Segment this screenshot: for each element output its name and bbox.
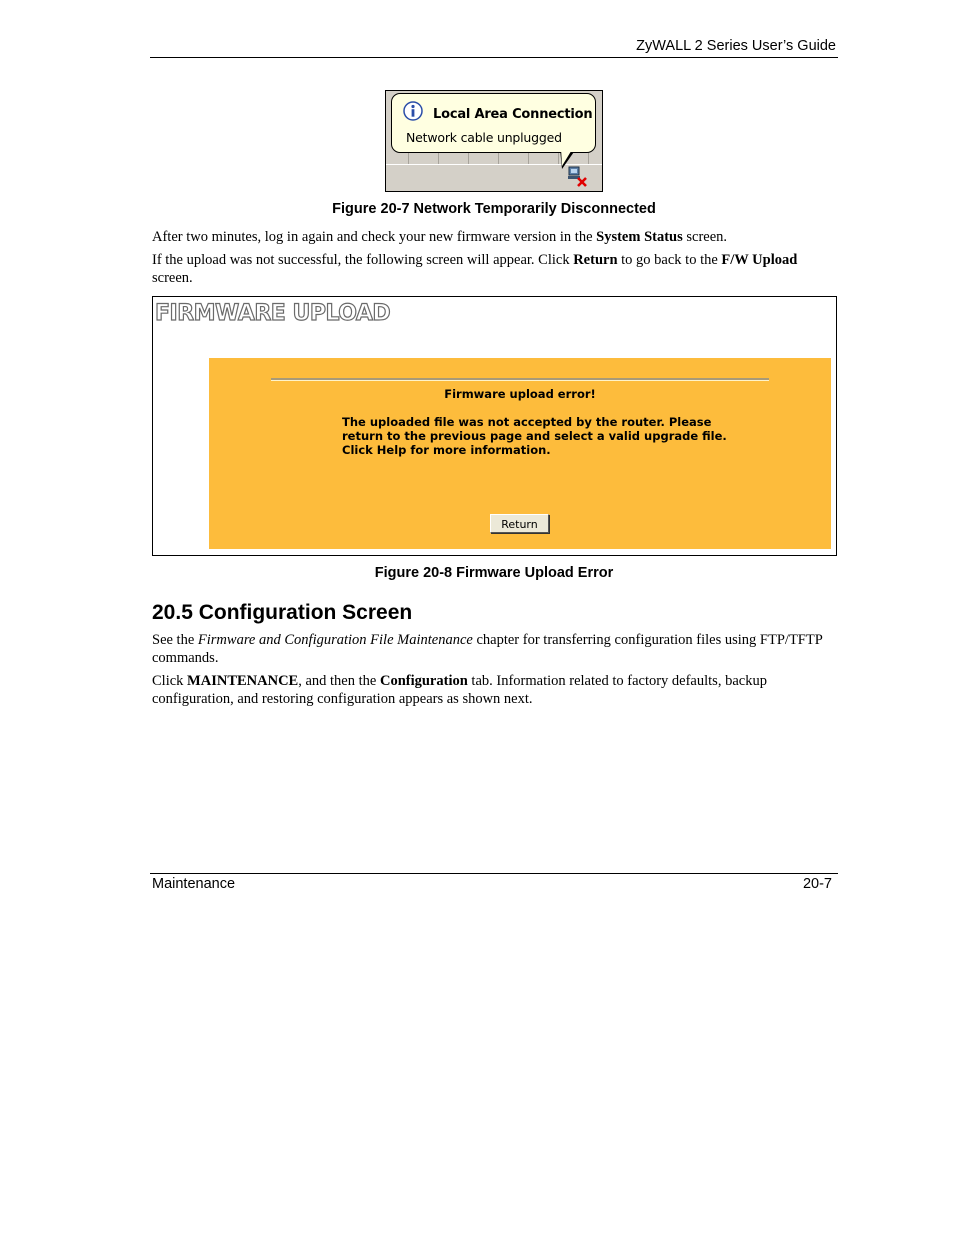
figure-7-caption: Figure 20-7 Network Temporarily Disconnected xyxy=(332,201,656,217)
header-rule xyxy=(150,57,838,58)
section-heading: 20.5 Configuration Screen xyxy=(152,601,413,624)
error-message-line: Click Help for more information. xyxy=(342,443,551,457)
info-icon xyxy=(403,101,423,121)
footer-rule xyxy=(150,873,838,874)
error-panel xyxy=(209,358,831,549)
paragraph-click-maintenance: Click MAINTENANCE, and then the Configuration tab. Information related to factory defaults, backup configuration, and restoring configuration appears as shown next. xyxy=(152,673,767,707)
paragraph-upload-failed: If the upload was not successful, the following screen will appear. Click Return to go back to the F/W Upload screen. xyxy=(152,252,798,286)
error-title: Firmware upload error! xyxy=(444,387,596,401)
balloon-message: Network cable unplugged xyxy=(406,130,562,145)
paragraph-login-again: After two minutes, log in again and check your new firmware version in the System Status screen. xyxy=(152,229,728,245)
running-header-title: ZyWALL 2 Series User’s Guide xyxy=(636,38,836,54)
return-button[interactable]: Return xyxy=(490,514,549,533)
figure-network-disconnected xyxy=(385,90,603,192)
figure-8-caption: Figure 20-8 Firmware Upload Error xyxy=(374,565,614,581)
page-number: 20-7 xyxy=(802,876,832,892)
notification-balloon xyxy=(391,93,596,153)
balloon-title: Local Area Connection xyxy=(433,107,593,122)
firmware-upload-title: FIRMWARE UPLOAD xyxy=(155,301,391,326)
network-disconnected-icon[interactable] xyxy=(566,165,588,187)
footer-chapter: Maintenance xyxy=(152,876,236,892)
error-message-line: The uploaded file was not accepted by the router. Please xyxy=(342,415,712,429)
balloon-tail-fill xyxy=(561,148,573,166)
figure-firmware-upload-error xyxy=(152,296,837,556)
panel-divider xyxy=(271,378,769,381)
error-message-line: return to the previous page and select a valid upgrade file. xyxy=(342,429,727,443)
paragraph-see-chapter: See the Firmware and Configuration File Maintenance chapter for transferring configuration files using FTP/TFTP commands. xyxy=(152,632,823,666)
